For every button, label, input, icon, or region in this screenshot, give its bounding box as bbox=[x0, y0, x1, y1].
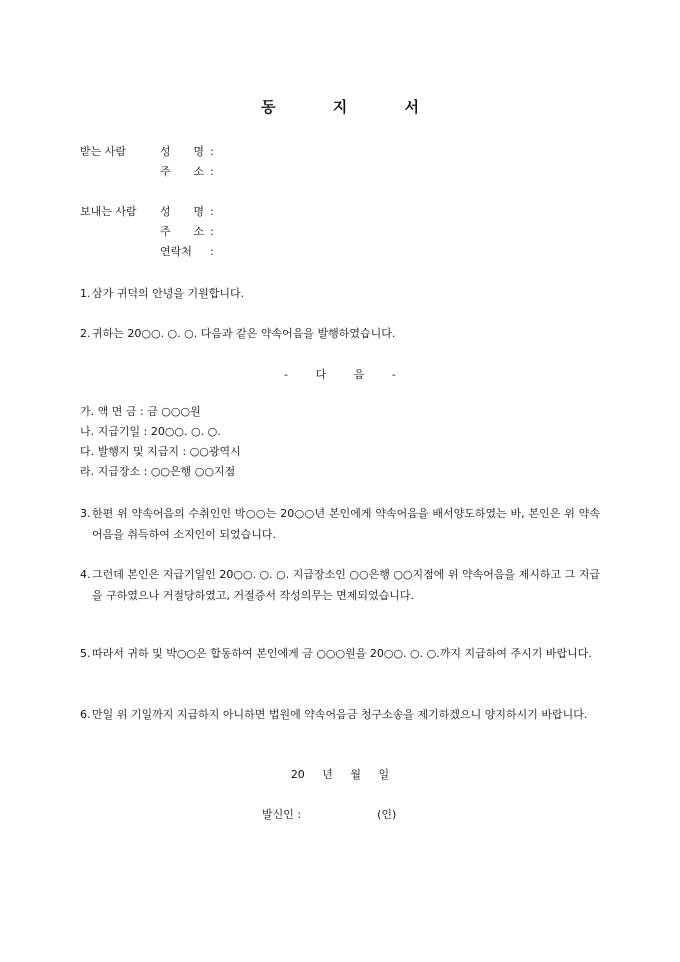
signature-line bbox=[262, 806, 396, 822]
colon: : bbox=[210, 245, 214, 258]
paragraph-text: 귀하는 20○○. ○. ○. 다음과 같은 약속어음을 발행하였습니다. bbox=[92, 327, 396, 340]
sender-contact-label: 연락처 bbox=[160, 245, 192, 258]
recipient-name-label: 성 명 bbox=[160, 145, 204, 158]
recipient-label: 받는 사람 bbox=[80, 145, 127, 158]
paragraph-2 bbox=[80, 323, 600, 344]
document-title: 동 지 서 bbox=[261, 98, 445, 116]
paragraph-4 bbox=[80, 564, 600, 606]
colon: : bbox=[210, 165, 214, 178]
paragraph-text: 한편 위 약속어음의 수취인인 박○○는 20○○년 본인에게 약속어음을 배서양도하였는 바, 본인은 위 약속어음을 취득하여 소지인이 되었습니다. bbox=[92, 507, 600, 541]
paragraph-text: 그런데 본인은 지급기일인 20○○. ○. ○. 지급장소인 ○○은행 ○○지점에 위 약속어음을 제시하고 그 지급을 구하였으나 거절당하였고, 거절증서 작성의무는 면제되었습니다. bbox=[92, 568, 601, 602]
paragraph-number: 6. bbox=[80, 708, 91, 721]
section-heading: - 다 음 - bbox=[284, 368, 396, 381]
sender-address-row bbox=[80, 224, 214, 240]
paragraph-1 bbox=[80, 283, 600, 304]
colon: : bbox=[210, 205, 214, 218]
sender-name-label: 성 명 bbox=[160, 205, 204, 218]
paragraph-number: 5. bbox=[80, 647, 91, 660]
recipient-name-row bbox=[80, 144, 214, 160]
recipient-address-row bbox=[80, 164, 214, 180]
sender-label: 보내는 사람 bbox=[80, 205, 137, 218]
seal-mark: (인) bbox=[377, 808, 397, 821]
paragraph-6 bbox=[80, 704, 600, 725]
recipient-address-label: 주 소 bbox=[160, 165, 204, 178]
paragraph-number: 4. bbox=[80, 568, 91, 581]
colon: : bbox=[210, 225, 214, 238]
paragraph-number: 3. bbox=[80, 507, 91, 520]
sender-name-row bbox=[80, 204, 214, 220]
paragraph-text: 삼가 귀덕의 안녕을 기원합니다. bbox=[92, 287, 245, 300]
sender-contact-row bbox=[80, 244, 214, 260]
sender-address-label: 주 소 bbox=[160, 225, 204, 238]
paragraph-number: 2. bbox=[80, 327, 91, 340]
paragraph-number: 1. bbox=[80, 287, 91, 300]
detail-item: 나. 지급기일 : 20○○. ○. ○. bbox=[80, 425, 221, 438]
paragraph-5 bbox=[80, 643, 600, 664]
document-date: 20 년 월 일 bbox=[290, 768, 390, 781]
paragraph-3 bbox=[80, 503, 600, 545]
colon: : bbox=[210, 145, 214, 158]
paragraph-text: 만일 위 기일까지 지급하지 아니하면 법원에 약속어음금 청구소송을 제기하겠으니 양지하시기 바랍니다. bbox=[92, 708, 588, 721]
detail-item: 다. 발행지 및 지급지 : ○○광역시 bbox=[80, 445, 241, 458]
sender-signature-label: 발신인 : bbox=[262, 808, 302, 821]
detail-item: 가. 액 면 금 : 금 ○○○원 bbox=[80, 405, 201, 418]
detail-item: 라. 지급장소 : ○○은행 ○○지점 bbox=[80, 465, 236, 478]
paragraph-text: 따라서 귀하 및 박○○은 합동하여 본인에게 금 ○○○원을 20○○. ○. ○.까지 지급하여 주시기 바랍니다. bbox=[92, 647, 592, 660]
